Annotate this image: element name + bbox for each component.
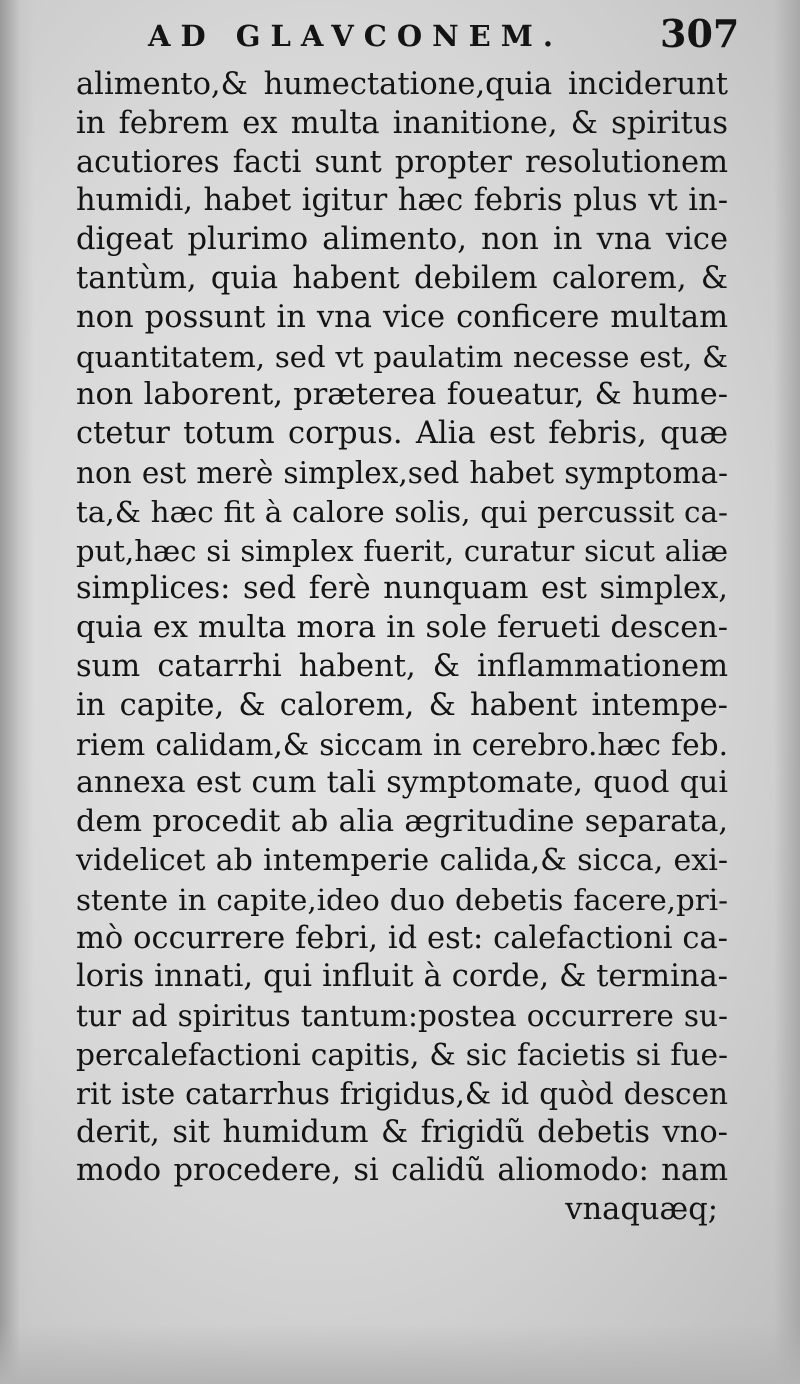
text-line: simplices: sed ferè nunquam est simplex, — [76, 571, 728, 607]
text-line: riem calidam,& siccam in cerebro.hæc feb. — [76, 726, 728, 762]
text-line: annexa est cum tali symptomate, quod qui — [76, 765, 728, 801]
page-edge-shadow — [774, 0, 800, 1384]
text-line: in febrem ex multa inanitione, & spiritus — [76, 105, 728, 141]
text-line: quantitatem, sed vt paulatim necesse est, & — [76, 339, 728, 374]
text-line: non possunt in vna vice conficere multam — [76, 299, 728, 335]
text-line: ctetur totum corpus. Alia est febris, quæ — [76, 416, 728, 452]
text-line: modo procedere, si calidũ aliomodo: nam — [76, 1153, 728, 1189]
text-line: mò occurrere febri, id est: calefactioni ca- — [76, 920, 728, 956]
page-number: 307 — [660, 11, 740, 56]
text-line: humidi, habet igitur hæc febris plus vt in- — [76, 183, 728, 219]
page-bottom-shadow — [0, 1324, 800, 1384]
text-line: sum catarrhi habent, & inflammationem — [76, 648, 728, 684]
text-line: ta,& hæc fit à calore solis, qui percussit ca- — [76, 494, 728, 529]
text-line: percalefactioni capitis, & sic facietis si fue- — [76, 1037, 728, 1072]
catchword: vnaquæq; — [565, 1192, 718, 1228]
text-line: acutiores facti sunt propter resolutionem — [76, 144, 728, 180]
body-text — [76, 66, 728, 1230]
text-line: tur ad spiritus tantum:postea occurrere su- — [76, 999, 728, 1034]
page-gutter-shadow — [0, 0, 34, 1384]
text-line: non laborent, præterea foueatur, & hume- — [76, 377, 728, 413]
text-line: non est merè simplex,sed habet symptoma- — [76, 455, 728, 490]
text-line: quia ex multa mora in sole ferueti descen- — [76, 610, 728, 646]
running-head — [0, 11, 800, 58]
text-line: rit iste catarrhus frigidus,& id quòd descen — [76, 1076, 728, 1111]
text-line: derit, sit humidum & frigidũ debetis vno- — [76, 1114, 728, 1150]
text-line: put,hæc si simplex fuerit, curatur sicut aliæ — [76, 533, 728, 568]
text-line: stente in capite,ideo duo debetis facere,pri- — [76, 882, 728, 917]
text-line: loris innati, qui influit à corde, & termina- — [76, 959, 728, 995]
text-line: videlicet ab intemperie calida,& sicca, exi- — [76, 842, 728, 878]
text-line: tantùm, quia habent debilem calorem, & — [76, 260, 728, 296]
text-line: digeat plurimo alimento, non in vna vice — [76, 222, 728, 258]
running-head-title: AD GLAVCONEM. — [148, 19, 563, 53]
text-line: in capite, & calorem, & habent intempe- — [76, 687, 728, 723]
text-line: alimento,& humectatione,quia inciderunt — [76, 67, 728, 102]
text-line: dem procedit ab alia ægritudine separata, — [76, 804, 728, 840]
